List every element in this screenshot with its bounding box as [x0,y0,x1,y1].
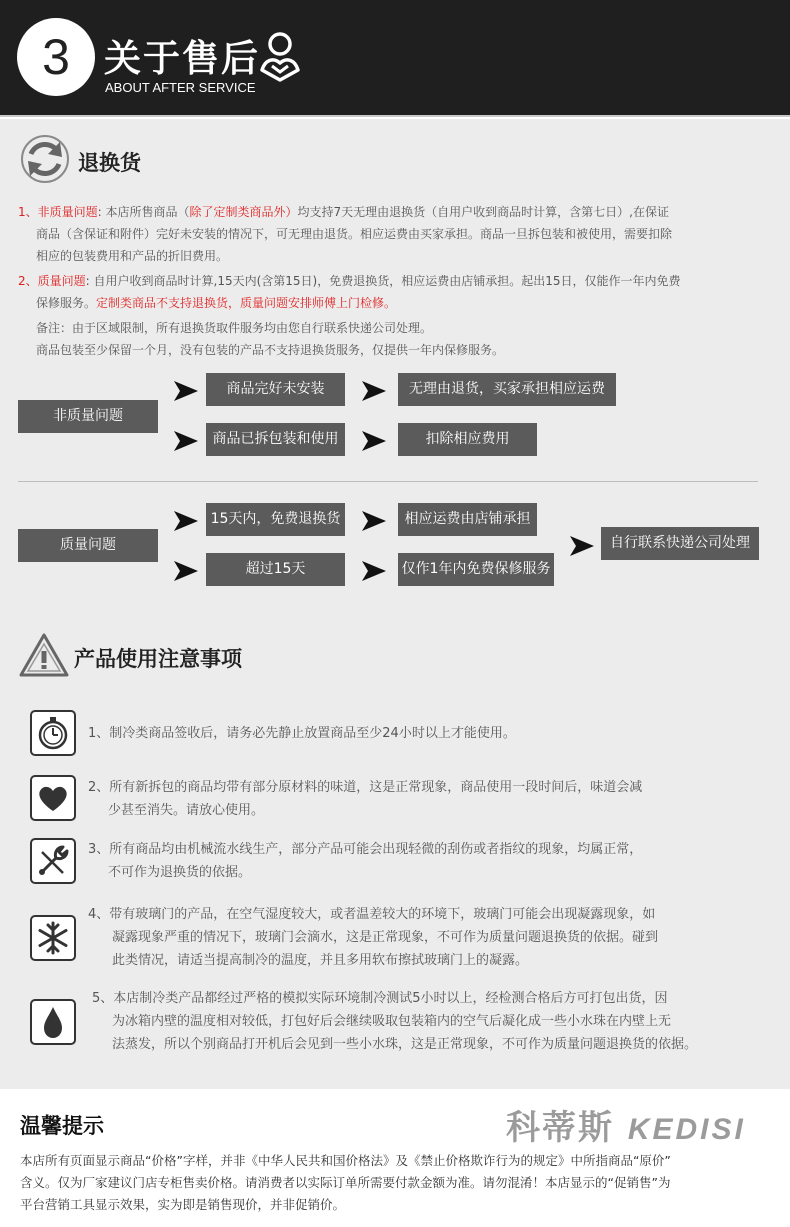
usage-item-5: 5、本店制冷类产品都经过严格的模拟实际环境制冷测试5小时以上，经检测合格后方可打包出货，因 为冰箱内壁的温度相对较低，打包好后会继续吸取包装箱内的空气后凝化成一些小水珠在内壁上无 法蒸发，所以个别商品打开机后会见到一些小水珠，这是正常现象，不可作为质量问题退换货的依据。 [92,991,698,1052]
tips-title: 温馨提示 [20,1114,104,1138]
brand-logo: 科蒂斯 KEDISI [506,1108,746,1148]
flow-quality-label: 质量问题 [18,529,158,562]
arrow-right-icon [172,431,198,451]
service-person-icon [257,30,303,82]
arrow-right-icon [172,381,198,401]
flow-quality-final: 自行联系快递公司处理 [601,527,759,560]
flow-nonquality-step-1: 商品完好未安装 [206,373,345,406]
wrench-icon [30,838,76,884]
snowflake-icon [30,915,76,961]
returns-p2-line1: 2、质量问题: 自用户收到商品时计算,15天内(含第15日)，免费退换货，相应运费由店铺承担。起出15日，仅能作一年内免费 [18,274,681,288]
arrow-right-icon [360,431,386,451]
returns-note-1: 备注：由于区域限制，所有退换货取件服务均由您自行联系快递公司处理。 [36,321,433,335]
returns-p1-line3: 相应的包装费用和产品的折旧费用。 [36,249,229,263]
arrow-right-icon [360,511,386,531]
flow-quality-result-1: 相应运费由店铺承担 [398,503,537,536]
quality-label: 质量问题 [37,274,86,288]
arrow-right-icon [360,381,386,401]
returns-p2-line2: 保修服务。定制类商品不支持退换货，质量问题安排师傅上门检修。 [36,296,397,310]
usage-item-3: 3、所有商品均由机械流水线生产，部分产品可能会出现轻微的刮伤或者指纹的现象，均属正常， 不可作为退换货的依据。 [88,842,643,880]
returns-note-2: 商品包装至少保留一个月，没有包装的产品不支持退换货服务，仅提供一年内保修服务。 [36,343,505,357]
stopwatch-icon [30,710,76,756]
flow-divider [18,481,758,482]
arrow-right-icon [172,561,198,581]
flow-quality-step-1: 15天内，免费退换货 [206,503,345,536]
usage-title: 产品使用注意事项 [74,647,242,671]
flow-nonquality-result-1: 无理由退货，买家承担相应运费 [398,373,616,406]
page-header [0,0,790,117]
page-subtitle: ABOUT AFTER SERVICE [105,80,256,95]
flow-nonquality-label: 非质量问题 [18,400,158,433]
section-number: 3 [17,18,95,96]
warning-icon [18,632,70,678]
arrow-right-icon [172,511,198,531]
arrow-right-icon [360,561,386,581]
page-title: 关于售后 [104,37,260,80]
flow-quality-step-2: 超过15天 [206,553,345,586]
water-drop-icon [30,999,76,1045]
arrow-right-icon [568,536,594,556]
nonquality-label: 非质量问题 [37,205,98,219]
flow-nonquality-result-2: 扣除相应费用 [398,423,537,456]
returns-p1-line1: 1、非质量问题: 本店所售商品（除了定制类商品外）均支持7天无理由退换货（自用户收到商品时计算，含第七日）,在保证 [18,205,669,219]
tips-text: 本店所有页面显示商品“价格”字样，并非《中华人民共和国价格法》及《禁止价格欺诈行为的规定》中所指商品“原价” 含义。仅为厂家建议门店专柜售卖价格。请消费者以实际订单所需要付款金额为准。请勿混淆！本店显示的“促销售”为 平台营销工具显示效果，实为即是销售现价，并非促销价。 [20,1153,671,1212]
usage-item-1: 1、制冷类商品签收后，请务必先静止放置商品至少24小时以上才能使用。 [88,726,516,741]
usage-item-2: 2、所有新拆包的商品均带有部分原材料的味道，这是正常现象，商品使用一段时间后，味道会减 少甚至消失。请放心使用。 [88,780,643,818]
refresh-icon [18,132,72,186]
flow-quality-result-2: 仅作1年内免费保修服务 [398,553,554,586]
returns-title: 退换货 [78,151,141,175]
returns-p1-line2: 商品（含保证和附件）完好未安装的情况下，可无理由退货。相应运费由买家承担。商品一旦拆包装和被使用，需要扣除 [36,227,673,241]
heart-icon [30,775,76,821]
usage-item-4: 4、带有玻璃门的产品，在空气湿度较大，或者温差较大的环境下，玻璃门可能会出现凝露现象，如 凝露现象严重的情况下，玻璃门会滴水，这是正常现象，不可作为质量问题退换货的依据。碰到 此类情况，请适当提高制冷的温度，并且多用软布擦拭玻璃门上的凝露。 [88,907,659,968]
flow-nonquality-step-2: 商品已拆包装和使用 [206,423,345,456]
